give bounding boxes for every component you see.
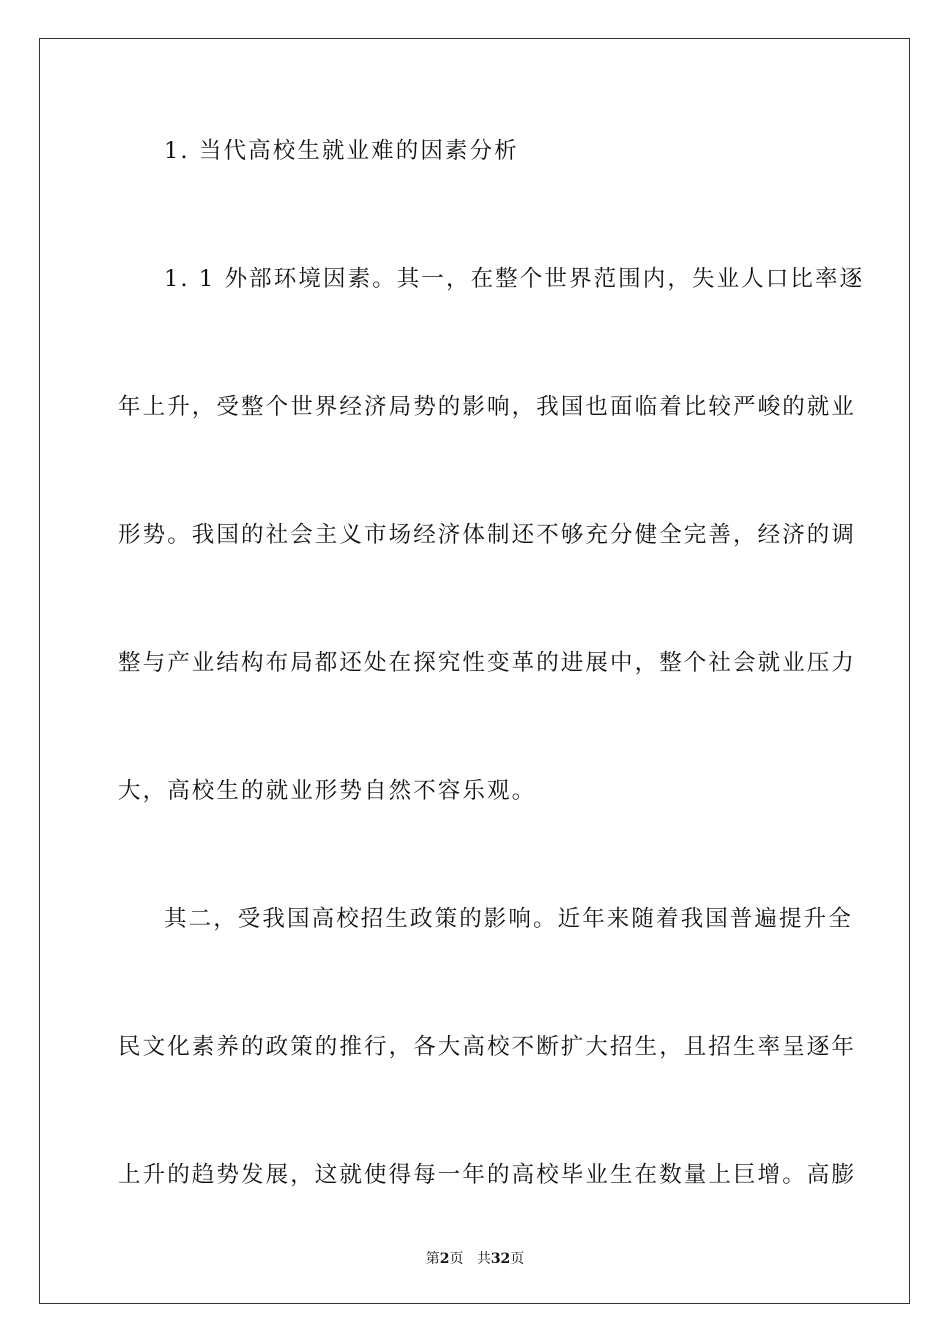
page-unit: 页 [449,1251,464,1267]
paragraph-line: 民文化素养的政策的推行，各大高校不断扩大招生，且招生率呈逐年 [118,1034,857,1060]
paragraph-line: 其二，受我国高校招生政策的影响。近年来随着我国普遍提升全 [164,906,853,932]
total-unit: 页 [510,1251,525,1267]
paragraph-line: 形势。我国的社会主义市场经济体制还不够充分健全完善，经济的调 [118,522,857,548]
paragraph-enrollment-policy [118,896,857,1198]
document-body [118,128,865,1198]
page-current: 2 [439,1251,450,1267]
paragraph-line: 1. 1 外部环境因素。其一，在整个世界范围内，失业人口比率逐 [164,266,865,292]
section-heading: 1. 当代高校生就业难的因素分析 [164,138,519,164]
paragraph-line: 整与产业结构布局都还处在探究性变革的进展中，整个社会就业压力 [118,650,857,676]
page-prefix: 第 [425,1251,440,1267]
page-footer [0,1248,950,1268]
paragraph-external-factors [118,256,865,814]
paragraph-line: 上升的趋势发展，这就使得每一年的高校毕业生在数量上巨增。高膨 [118,1162,857,1188]
paragraph-line: 年上升，受整个世界经济局势的影响，我国也面临着比较严峻的就业 [118,394,857,420]
paragraph-line: 大，高校生的就业形势自然不容乐观。 [118,778,537,804]
total-prefix: 共 [476,1251,491,1267]
page-total: 32 [490,1251,511,1267]
